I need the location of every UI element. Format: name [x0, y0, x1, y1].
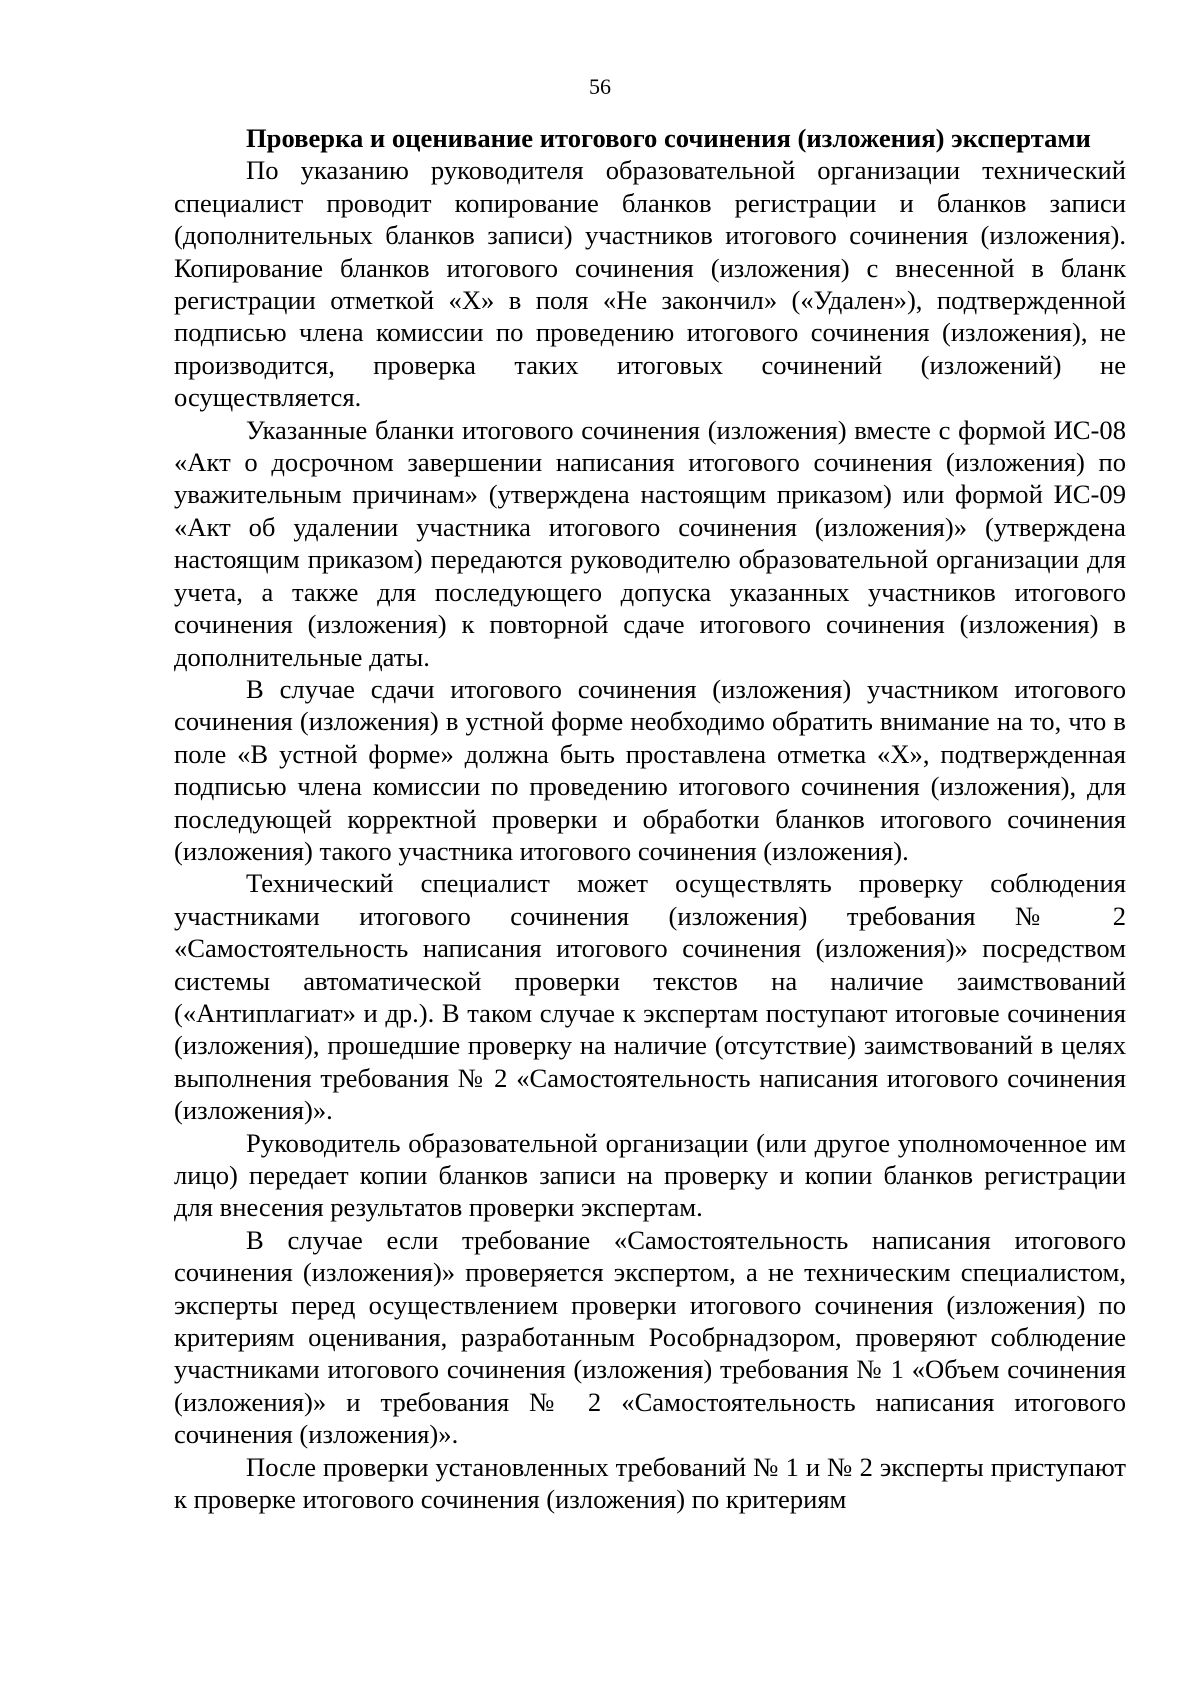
paragraph-forms-is08-is09: Указанные бланки итогового сочинения (изложения) вместе с формой ИС-08 «Акт о досрочном завершении написания итогового сочинения (изложения) по уважительным причинам» (утверждена настоящим приказом) или формой ИС-09 «Акт об удалении участника итогового сочинения (изложения)» (утверждена настоящим приказом) передаются руководителю образовательной организации для учета, а также для последующего допуска указанных участников итогового сочинения (изложения) к повторной сдаче итогового сочинения (изложения) в дополнительные даты.	[174, 414, 1126, 672]
page-number: 56	[589, 74, 611, 99]
paragraph-after-check: После проверки установленных требований № 1 и № 2 эксперты приступают к проверке итогового сочинения (изложения) по критериям	[174, 1451, 1126, 1515]
paragraph-copying-forms: По указанию руководителя образовательной организации технический специалист проводит копирование бланков регистрации и бланков записи (дополнительных бланков записи) участников итогового сочинения (изложения). Копирование бланков итогового сочинения (изложения) с внесенной в бланк регистрации отметкой «Х» в поля «Не закончил» («Удален»), подтвержденной подписью члена комиссии по проведению итогового сочинения (изложения), не производится, проверка таких итоговых сочинений (изложений) не осуществляется.	[174, 155, 1126, 413]
paragraph-oral-form: В случае сдачи итогового сочинения (изложения) участником итогового сочинения (изложения) в устной форме необходимо обратить внимание на то, что в поле «В устной форме» должна быть проставлена отметка «Х», подтвержденная подписью члена комиссии по проведению итогового сочинения (изложения), для последующей корректной проверки и обработки бланков итогового сочинения (изложения) такого участника итогового сочинения (изложения).	[174, 673, 1126, 866]
paragraph-antiplagiat: Технический специалист может осуществлять проверку соблюдения участниками итогового сочинения (изложения) требования № 2 «Самостоятельность написания итогового сочинения (изложения)» посредством системы автоматической проверки текстов на наличие заимствований («Антиплагиат» и др.). В таком случае к экспертам поступают итоговые сочинения (изложения), прошедшие проверку на наличие (отсутствие) заимствований в целях выполнения требования № 2 «Самостоятельность написания итогового сочинения (изложения)».	[174, 868, 1126, 1126]
paragraph-transfer-copies: Руководитель образовательной организации (или другое уполномоченное им лицо) передает копии бланков записи на проверку и копии бланков регистрации для внесения результатов проверки экспертам.	[174, 1127, 1126, 1223]
section-heading: Проверка и оценивание итогового сочинения (изложения) экспертами	[246, 123, 1091, 153]
document-body	[174, 122, 1126, 1515]
paragraph-expert-check: В случае если требование «Самостоятельность написания итогового сочинения (изложения)» проверяется экспертом, а не техническим специалистом, эксперты перед осуществлением проверки итогового сочинения (изложения) по критериям оценивания, разработанным Рособрнадзором, проверяют соблюдение участниками итогового сочинения (изложения) требования № 1 «Объем сочинения (изложения)» и требования № 2 «Самостоятельность написания итогового сочинения (изложения)».	[174, 1224, 1126, 1450]
